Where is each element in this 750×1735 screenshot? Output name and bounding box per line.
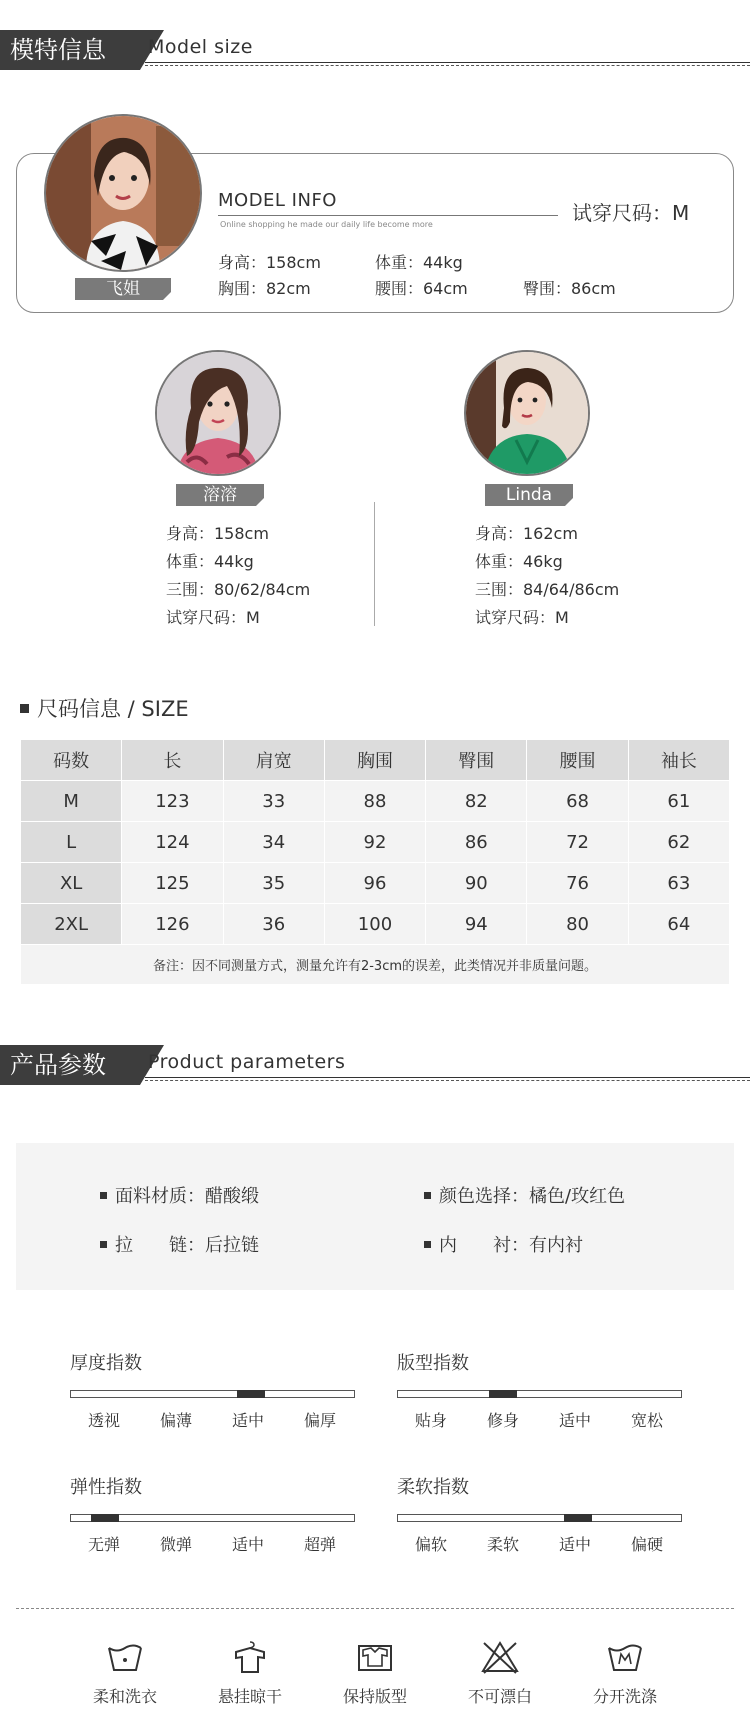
table-row <box>21 781 730 822</box>
care-item-hang-dry: 悬挂晾干 <box>195 1640 305 1707</box>
square-bullet-icon <box>20 704 29 713</box>
elasticity-label: 适中 <box>231 1535 264 1554</box>
care-item-keep-shape: 保持版型 <box>320 1640 430 1707</box>
model-2-measurements: 三围：84/64/86cm <box>475 580 620 599</box>
thickness-label: 偏薄 <box>159 1411 192 1430</box>
size-section-title: 尺码信息 / SIZE <box>20 693 189 723</box>
model-1-weight: 体重：44kg <box>166 552 254 571</box>
size-cell: 62 <box>628 822 729 863</box>
care-separator <box>16 1608 734 1609</box>
size-cell: 36 <box>223 904 324 945</box>
main-model-name-tag: 飞姐 <box>75 278 171 300</box>
model-1-name-tag: 溶溶 <box>176 484 264 506</box>
header-rule <box>145 62 750 63</box>
size-cell: 92 <box>324 822 425 863</box>
size-cell: 80 <box>527 904 628 945</box>
size-cell: 68 <box>527 781 628 822</box>
size-cell: 100 <box>324 904 425 945</box>
elasticity-index-title: 弹性指数 <box>70 1477 142 1498</box>
model-2-name-tag: Linda <box>485 484 573 506</box>
elasticity-index-bar <box>70 1514 355 1522</box>
size-table-note-row <box>21 945 730 985</box>
size-cell: 96 <box>324 863 425 904</box>
size-cell: XL <box>21 863 122 904</box>
size-table-header-row <box>21 740 730 781</box>
fit-label: 宽松 <box>630 1411 663 1430</box>
square-bullet-icon <box>424 1192 431 1199</box>
table-row <box>21 822 730 863</box>
size-table-header: 码数 <box>21 740 122 781</box>
thickness-index-bar <box>70 1390 355 1398</box>
fit-label: 贴身 <box>414 1411 447 1430</box>
thickness-label: 偏厚 <box>303 1411 336 1430</box>
size-cell: 35 <box>223 863 324 904</box>
softness-index-bar <box>397 1514 682 1522</box>
size-cell: 72 <box>527 822 628 863</box>
model-size-title-cn: 模特信息 <box>0 30 140 70</box>
size-cell: 34 <box>223 822 324 863</box>
size-cell: L <box>21 822 122 863</box>
table-row <box>21 863 730 904</box>
size-cell: 2XL <box>21 904 122 945</box>
fit-index-title: 版型指数 <box>397 1353 469 1374</box>
table-row <box>21 904 730 945</box>
elasticity-label: 无弹 <box>87 1535 120 1554</box>
fit-label: 修身 <box>486 1411 519 1430</box>
main-model-hip: 臀围：86cm <box>523 279 616 298</box>
model-size-title-en: Model size <box>148 36 253 58</box>
size-cell: 33 <box>223 781 324 822</box>
model-2-height: 身高：162cm <box>475 524 578 543</box>
param-fabric: 面料材质：醋酸缎 <box>100 1182 259 1208</box>
size-table-header: 袖长 <box>628 740 729 781</box>
elasticity-index-marker <box>91 1514 119 1522</box>
header-dashed-rule <box>145 65 750 66</box>
size-cell: 124 <box>122 822 223 863</box>
square-bullet-icon <box>100 1192 107 1199</box>
softness-index-title: 柔软指数 <box>397 1477 469 1498</box>
softness-label: 偏软 <box>414 1535 447 1554</box>
product-parameters-box <box>16 1143 734 1290</box>
model-1-avatar <box>155 350 281 476</box>
size-cell: 90 <box>426 863 527 904</box>
no-bleach-icon <box>480 1640 520 1674</box>
model-size-header <box>0 30 750 70</box>
model-info-rule <box>218 215 558 216</box>
softness-label: 适中 <box>558 1535 591 1554</box>
main-model-try-size: 试穿尺码：M <box>572 201 690 225</box>
size-cell: 82 <box>426 781 527 822</box>
size-cell: 94 <box>426 904 527 945</box>
size-table-header: 长 <box>122 740 223 781</box>
size-cell: 76 <box>527 863 628 904</box>
size-cell: 64 <box>628 904 729 945</box>
elasticity-label: 超弹 <box>303 1535 336 1554</box>
fit-index-bar <box>397 1390 682 1398</box>
size-cell: 61 <box>628 781 729 822</box>
size-cell: 88 <box>324 781 425 822</box>
hang-dry-icon <box>230 1640 270 1674</box>
wash-tub-icon <box>105 1640 145 1674</box>
size-cell: 125 <box>122 863 223 904</box>
models-divider <box>374 502 375 626</box>
param-zipper: 拉 链：后拉链 <box>100 1231 259 1257</box>
main-model-chest: 胸围：82cm <box>218 279 311 298</box>
care-item-gentle-wash: 柔和洗衣 <box>70 1640 180 1707</box>
param-color: 颜色选择：橘色/玫红色 <box>424 1182 625 1208</box>
fit-label: 适中 <box>558 1411 591 1430</box>
model-1-measurements: 三围：80/62/84cm <box>166 580 311 599</box>
softness-index-marker <box>564 1514 592 1522</box>
main-model-avatar <box>44 114 202 272</box>
thickness-label: 适中 <box>231 1411 264 1430</box>
size-table-header: 臀围 <box>426 740 527 781</box>
size-cell: M <box>21 781 122 822</box>
size-cell: 86 <box>426 822 527 863</box>
softness-label: 偏硬 <box>630 1535 663 1554</box>
main-model-weight: 体重：44kg <box>375 253 463 272</box>
product-parameters-header <box>0 1045 750 1085</box>
fit-index-marker <box>489 1390 517 1398</box>
header-dashed-rule <box>145 1080 750 1081</box>
care-item-separate-wash: 分开洗涤 <box>570 1640 680 1707</box>
main-model-height: 身高：158cm <box>218 253 321 272</box>
model-info-title: MODEL INFO <box>218 190 337 211</box>
main-model-waist: 腰围：64cm <box>375 279 468 298</box>
model-2-try-size: 试穿尺码：M <box>475 608 569 627</box>
header-rule <box>145 1077 750 1078</box>
elasticity-label: 微弹 <box>159 1535 192 1554</box>
care-item-no-bleach: 不可漂白 <box>445 1640 555 1707</box>
model-info-subtitle: Online shopping he made our daily life become more <box>220 220 433 229</box>
product-parameters-title-cn: 产品参数 <box>0 1045 140 1085</box>
square-bullet-icon <box>424 1241 431 1248</box>
size-table-note: 备注：因不同测量方式，测量允许有2-3cm的误差，此类情况并非质量问题。 <box>21 945 730 985</box>
keep-shape-icon <box>355 1640 395 1674</box>
model-2-weight: 体重：46kg <box>475 552 563 571</box>
thickness-index-marker <box>237 1390 265 1398</box>
square-bullet-icon <box>100 1241 107 1248</box>
size-table-header: 肩宽 <box>223 740 324 781</box>
separate-wash-icon <box>605 1640 645 1674</box>
softness-label: 柔软 <box>486 1535 519 1554</box>
param-lining: 内 衬：有内衬 <box>424 1231 583 1257</box>
thickness-label: 透视 <box>87 1411 120 1430</box>
size-cell: 63 <box>628 863 729 904</box>
size-table <box>20 739 730 985</box>
model-1-try-size: 试穿尺码：M <box>166 608 260 627</box>
model-2-avatar <box>464 350 590 476</box>
size-cell: 126 <box>122 904 223 945</box>
model-1-height: 身高：158cm <box>166 524 269 543</box>
thickness-index-title: 厚度指数 <box>70 1353 142 1374</box>
size-table-header: 腰围 <box>527 740 628 781</box>
size-table-header: 胸围 <box>324 740 425 781</box>
size-cell: 123 <box>122 781 223 822</box>
product-parameters-title-en: Product parameters <box>148 1051 346 1073</box>
